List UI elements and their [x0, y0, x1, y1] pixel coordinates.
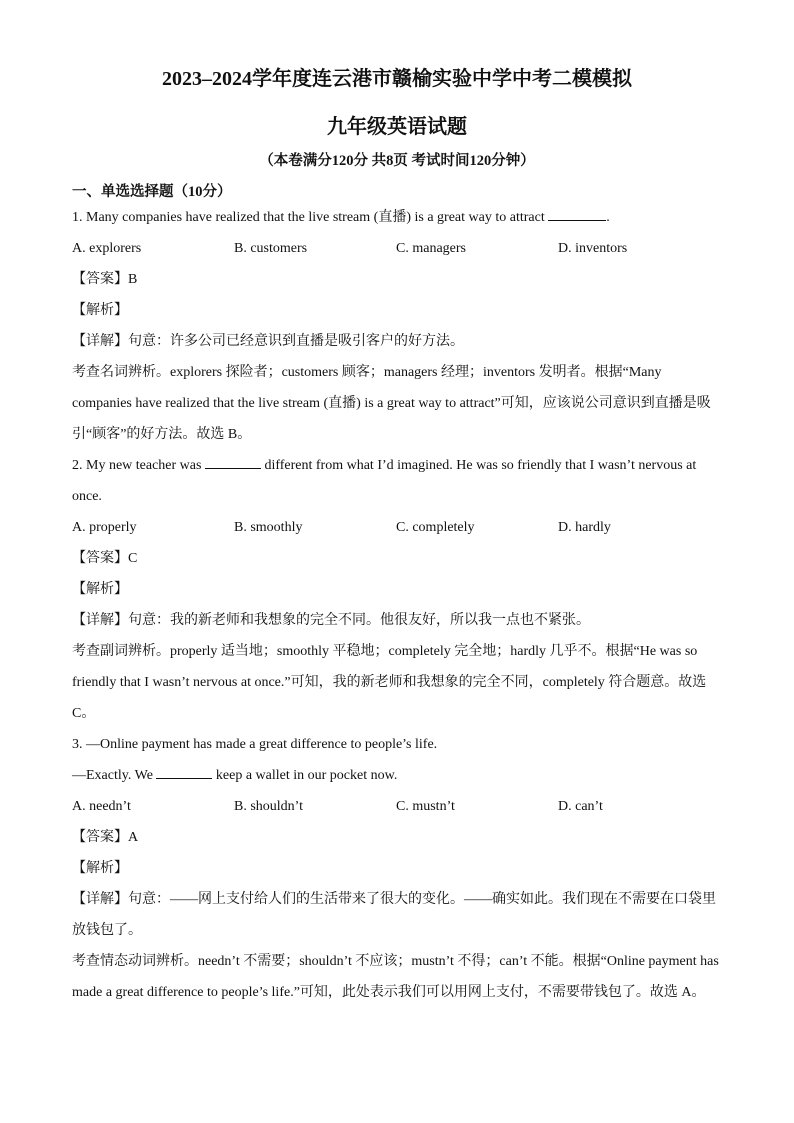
stem-text: .: [606, 210, 610, 225]
detail-tag: 【详解】: [72, 334, 128, 349]
detail-tag: 【详解】: [72, 613, 128, 628]
answer-tag: 【答案】: [72, 272, 128, 287]
stem-text: —Exactly. We: [72, 768, 157, 783]
question-stem: 3. —Online payment has made a great difference to people’s life.: [72, 737, 438, 752]
analysis-line: 考查名词辨析。explorers 探险者；customers 顾客；managers 经理；inventors 发明者。根据“Many: [72, 365, 662, 380]
option-d: D. inventors: [558, 241, 628, 256]
detail-text: 句意：——网上支付给人们的生活带来了很大的变化。——确实如此。我们现在不需要在口袋里: [128, 892, 716, 907]
answer-value: B: [128, 272, 138, 287]
exam-title: 2023–2024学年度连云港市赣榆实验中学中考二模模拟: [162, 68, 632, 90]
analysis-tag: 【解析】: [72, 303, 128, 318]
options-row: [72, 512, 722, 543]
exam-subject-title: 九年级英语试题: [327, 116, 467, 138]
exam-info: （本卷满分120分 共8页 考试时间120分钟）: [259, 153, 535, 169]
detail-line: [72, 605, 722, 636]
answer-line: [72, 264, 722, 295]
answer-blank: [205, 454, 261, 469]
option-b: B. smoothly: [234, 520, 303, 535]
option-a: A. properly: [72, 520, 137, 535]
question-stem: [72, 450, 722, 481]
option-d: D. hardly: [558, 520, 611, 535]
question-3: [72, 729, 722, 1008]
analysis-tag: 【解析】: [72, 582, 128, 597]
answer-line: [72, 543, 722, 574]
stem-text: 1. Many companies have realized that the live stream (直播) is a great way to attract: [72, 210, 549, 225]
question-2: [72, 450, 722, 729]
option-d: D. can’t: [558, 799, 603, 814]
answer-value: C: [128, 551, 138, 566]
detail-text: 句意：我的新老师和我想象的完全不同。他很友好，所以我一点也不紧张。: [128, 613, 590, 628]
stem-text: 2. My new teacher was: [72, 458, 205, 473]
stem-text: keep a wallet in our pocket now.: [212, 768, 398, 783]
detail-line: [72, 884, 722, 915]
question-1: [72, 202, 722, 450]
option-c: C. managers: [396, 241, 466, 256]
answer-blank: [548, 206, 606, 221]
analysis-line: 考查情态动词辨析。needn’t 不需要；shouldn’t 不应该；mustn’t 不得；can’t 不能。根据“Online payment has: [72, 954, 719, 969]
exam-page: [72, 66, 722, 1008]
answer-tag: 【答案】: [72, 551, 128, 566]
option-a: A. explorers: [72, 241, 142, 256]
analysis-line: C。: [72, 706, 96, 721]
analysis-line: 引“顾客”的好方法。故选 B。: [72, 427, 252, 442]
answer-tag: 【答案】: [72, 830, 128, 845]
question-stem-continued: once.: [72, 489, 102, 504]
analysis-line: 考查副词辨析。properly 适当地；smoothly 平稳地；completely 完全地；hardly 几乎不。根据“He was so: [72, 644, 698, 659]
answer-line: [72, 822, 722, 853]
analysis-tag: 【解析】: [72, 861, 128, 876]
answer-blank: [156, 764, 212, 779]
detail-line: [72, 326, 722, 357]
analysis-line: made a great difference to people’s life.”可知，此处表示我们可以用网上支付，不需要带钱包了。故选 A。: [72, 985, 706, 1000]
answer-value: A: [128, 830, 139, 845]
options-row: [72, 791, 722, 822]
stem-text: different from what I’d imagined. He was so friendly that I wasn’t nervous at: [260, 458, 697, 473]
question-stem: [72, 202, 722, 233]
option-a: A. needn’t: [72, 799, 131, 814]
option-b: B. customers: [234, 241, 308, 256]
question-stem-continued: [72, 760, 722, 791]
option-c: C. mustn’t: [396, 799, 455, 814]
option-c: C. completely: [396, 520, 475, 535]
options-row: [72, 233, 722, 264]
analysis-line: companies have realized that the live stream (直播) is a great way to attract”可知，应该说公司意识到直播是吸: [72, 396, 711, 411]
analysis-line: friendly that I wasn’t nervous at once.”可知，我的新老师和我想象的完全不同，completely 符合题意。故选: [72, 675, 707, 690]
section-heading: 一、单选选择题（10分）: [72, 184, 232, 200]
detail-text: 句意：许多公司已经意识到直播是吸引客户的好方法。: [128, 334, 464, 349]
option-b: B. shouldn’t: [234, 799, 303, 814]
detail-line-continued: 放钱包了。: [72, 923, 142, 938]
detail-tag: 【详解】: [72, 892, 128, 907]
